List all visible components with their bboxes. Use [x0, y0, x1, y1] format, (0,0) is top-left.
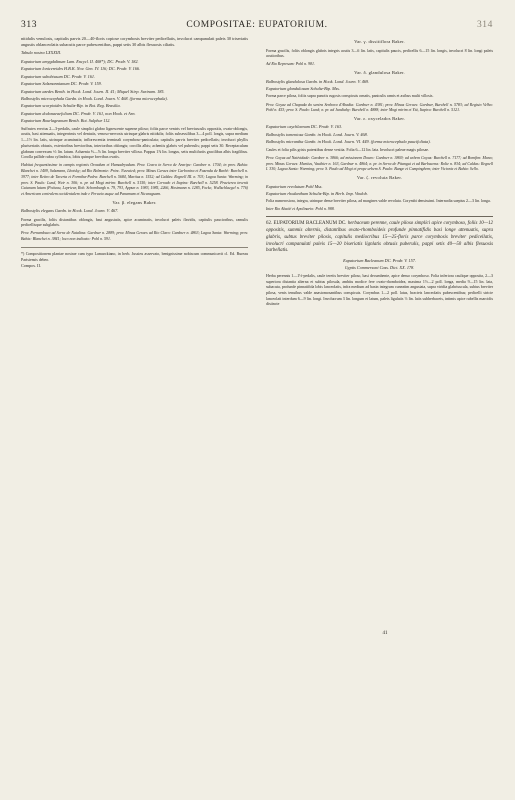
synonym-entry: Bulbostylis glandulosa Gardn. in Hook. Lond. Journ. V. 469.: [266, 78, 370, 84]
left-column: [21, 36, 248, 310]
species-62-text: herbaceum perenne, caule piloso simplici apice corymboso, foliis 10—12 oppositis, summis alternis, distantibus ovato-rhomboideis profunde pinnatifidis basi longe attenuatis, supra glabris, subtus breviter pilosis, capitulis mediocribus 15—25-floris parce corymbosis breviter pedicellatis, involucri campanulati paleis 15—20 biseriatis lignlatis obtusis puberulis, pappi setis 40—50 albis flexuosis barbellatis.: [266, 221, 493, 254]
signature-number: 41: [382, 631, 388, 636]
synonym-entry: Bulbostylis microcephala Gardn. in Hook. Lond. Journ. V. 468. (forma microcephala).: [21, 95, 168, 101]
variety-epsilon-description: Caules et folia pilis grisis patentibus dense vestita. Folia 6—12 lin. lata. Involucri paleae magis pilosae.: [266, 146, 430, 152]
synonym-entry: Eupatorium glandulosum Schultz-Bip. Mss.: [266, 86, 341, 91]
synonym-entry: Eupatorium Bacleanum DC. Prodr. V. 157.: [343, 258, 416, 264]
variety-epsilon-localities: Prov. Goyaz ad Natividade: Gardner n. 3866; ad missionem Douro: Gardner n. 3869; ad urbem Goyaz: Burchell n. 7177; ad Bomfim: Mano; prov. Minas Geraes: Martius, Vauthier n. 163, Gardner n. 4864; n. pr. in Serra de Pitangui et ad Barbacena: Rolte n. 834; ad Caldas: Regnell I. 330; Lagoa Santa: Warming; prov. S. Paulo ad Mogi et prope urbem S. Paulo: Bunge et Campinghem; inter Victoria et Bahia: Sello.: [266, 154, 493, 172]
synonym-entry: Bulbostylis tomentosa Gardn. in Hook. Lond. Journ. V. 468.: [266, 131, 368, 137]
variety-epsilon-synonyms: [266, 124, 493, 145]
variety-zeta-heading: Var. ζ. revoluta Baker.: [356, 175, 403, 181]
species-description: Suffrutex erectus 2—3-pedalis, caule simplici glabro lignescente superne piloso; foliis parce ventris vel breviusculis oppositis, ovato-oblongis, acutis, basi attenuatis, integerrimis vel dentatis, venoso-nervosis utrinque glabris nitidulis; foliis subsessilibus 3—4 poll. longis, supra medium 1—1½ lin. latis, utrinque acuminatis; inflorescentia terminali corymboso-paniculata; capitulis parvis breviter pedicellatis; involucri phyllis pluriseriatis obtusis, exterioribus brevioribus, interioribus oblongis; corollis albis; acheniis glabris vel puberulis; pappi setis 30. Receptaculum glabrum convexum ⅙ lin. latum. Achaenia ⅔—⅞ lin. longa breviter villosa. Pappus 1⅞ lin. longus, setis multifariis gracilibus albis fragilibus. Corolla pallide rubra cylindrica, lobis quinque brevibus ovatis.: [21, 125, 248, 160]
footnote: *) Compositionem plantae nostrae cum typo Lamarckiano, in herb. Jussieu asservato, benignissime nobiscum communicavit cl. Ed. Bureau Parisiensis debeo.: [21, 247, 248, 262]
variety-gamma-localities: Ad Rio Represam: Pohl n. 981.: [266, 61, 315, 67]
variety-delta-synonyms: [266, 79, 493, 92]
synonym-entry: Bulbostylis micrantha Gardn. in Hook. Lond. Journ. VI. 449. (forma microcephala paucifoliata).: [266, 139, 431, 145]
species-62-heading: 62. EUPATORIUM BACLEANUM DC.: [266, 221, 347, 227]
variety-beta-heading: Var. β. elegans Baker.: [112, 199, 157, 205]
synonym-entry: Eupatorium dodonaeaefolium DC. Prodr. V. 161, non Hook. et Arn.: [21, 110, 136, 116]
synonym-entry: Gyptis Commersoni Cass. Dict. XX. 178.: [344, 265, 415, 271]
variety-beta-description: Forma gracilis, foliis distantibus oblongis, basi angustatis, apice acuminatis, involucri paleis flavidis, capitulis paucioribus, ramulis pedicellisque subglabris.: [21, 216, 248, 228]
synonym-entry: Eupatorium Bourlageanum Benth. Bot. Sulphur 112.: [21, 118, 111, 124]
variety-beta-localities: Prov. Pernambuco ad Serra de Natalina: Gardner n. 2889; prov. Minas Geraes ad Rio Claro: Gardner n. 4863; Lagoa Santa: Warming; prov. Bahia: Blanchet n. 3841; loco non indicato: Pohl n. 591.: [21, 230, 248, 242]
page-number-right: 314: [476, 20, 493, 30]
variety-gamma-heading: Var. γ. dissitiflora Baker.: [354, 39, 405, 44]
habitat-paragraph: Habitat frequentissime in campis regionis Oreadum et Hamadryadum. Prov. Ceara in Serra de Araripe: Gardner n. 1704; in prov. Bahia: Blanchet n. 1409, Salzmann, Lhotsky; ad Rio Belmonte: Princ. Neuwied; prov. Minas Geraes inter Carbonira et Fazenda de Barbè: Burchell n. 3977; inter Retiro de Taverta et Formiha-Pedra: Burchell n. 5684, Martius n. 1552; ad Caldas: Regnell III. n. 703; Lagoa Santa: Warming; in prov. S. Paulo: Lund, Weir n. 306; n. pr. ad Mogi mirim: Burchell n. 5150; inter Cerrado et Itapira: Burchell n. 5258. Praeterea invenit Guianam latam (Poiteau, Leprieur, Rob. Schomburgk n. 79, 793, Appun n. 1983, 1985, 2266, Hostmann n. 1285, Focke, Wullschlaegel n. 776) et Americam centralem occidentalem inde e Peruvia usque ad Panamam et Nicaraguam.: [21, 162, 248, 196]
section-divider: [266, 216, 493, 217]
synonym-entry: Eupatorium oxychlaenum DC. Prodr. V. 163.: [266, 124, 343, 130]
page-number-left: 313: [21, 20, 38, 30]
species-62-diagnosis: [266, 221, 493, 255]
running-title: COMPOSITAE: EUPATORIUM.: [186, 20, 328, 30]
synonym-entry: Eupatorium amygdalinum Lam. Encycl. II. 408*); DC. Prodr. V. 182.: [21, 58, 139, 64]
variety-zeta-description: Folia numerosiora, integra, utrinque dense breviter pilosa, ad margines valde revoluta. Corymbi densissimi. Internodia saepius 2—3 lin. longa.: [266, 198, 491, 204]
species-62-description: Herba perennis 1—1½-pedalis, caule teretis breviter piloso, basi decumbente, apice denso corymboso. Folia inferiora caulique opposita, 2—3 superiora distantia alterna et subtus pilosula, ambitu modice fere ovato-rhomboidea, maxima 1½—2 poll. longa, media 9—15 lin. lata, subacuta, profunde pinnatifida lobis lanceolatis, infra medium ad basin integrum cuneatim angustata, supra viridia glabriuscula, subtus breviter pilosa, venis tenuibus valde anastomosantibus conspicuis. Corymbus 1—2 poll. latus, bracteis lanceolatis pubescentibus; pedicelli stricte lanceolati interdum 6—9 lin. longi. Involucrum 3 lin. longum et latum, paleis ligulatis ⅓ lin. latis subherbaceis, intimis apice rubellis marcidis distincte: [266, 272, 493, 307]
right-column: [266, 36, 493, 310]
running-header: [21, 20, 493, 30]
synonym-entry: Eupatorium azedes Benth. in Hook. Lond. Journ. II. 41; Miquel Stirp. Surinam. 185.: [21, 88, 165, 94]
synonym-entry: Eupatorium subobtusum DC. Prodr. V. 161.: [21, 73, 96, 79]
variety-beta-synonym: Bulbostylis elegans Gardn. in Hook. Lond. Journ. V. 467.: [21, 208, 119, 214]
synonym-entry: Eupatorium scorpioides Schultz-Bip. in Bot. Reg. Brasilia.: [21, 103, 121, 109]
variety-gamma-description: Forma gracilis, foliis oblongis glabris integris acutis 3—6 lin. latis, capitulis paucis, pedicellis 6—15 lin. longis, involucri 8 lin. longi paleis acutioribus.: [266, 47, 493, 59]
synonym-list: [21, 59, 248, 124]
plate-reference: Tabula nostra LXXXIII.: [21, 50, 62, 56]
synonym-entry: Eupatorium lonicereides H.B.K. Nov. Gen. IV. 116; DC. Prodr. V. 166.: [21, 66, 141, 72]
diagnosis-continuation: nitidulis venulosis, capitulis parvis 20—40-floris copiose corymbosis breviter pedicellatis, involucri campanulati paleis 30 triseriatis angustis oblanceolatis subacutis parce pubescentibus, pappi setis 30 albis flexuosis ciliatis.: [21, 36, 248, 48]
variety-delta-description: Forma parce pilosa, foliis supra punctis rugosis conspicuis ornatis, paniculis ramis et axibus multi villosis.: [266, 93, 434, 99]
synonym-entry: Eupatorium revolutum Pohl Mss.: [266, 183, 323, 189]
variety-zeta-synonyms: [266, 184, 493, 197]
signature-mark: Compos. II.: [21, 263, 41, 269]
variety-delta-localities: Prov. Goyaz ad Chapada do sentra Senhora d'Abadia: Gardner n. 4381; prov. Minas Geraes: Gardner, Burchell n. 5783; ad Registo Velho: Pohl n. 453; prov. S. Paulo: Lund; n. pr. ad Jundiahy: Burchell n. 4888; inter Mogi mirim et Ytú, Itapira: Burchell n. 5121.: [266, 101, 493, 113]
synonym-entry: Eupatorium rhodanthum Schultz-Bip. in Herb. Imp. Vindob.: [266, 190, 368, 196]
variety-delta-heading: Var. δ. glandulosa Baker.: [354, 70, 405, 76]
variety-epsilon-heading: Var. ε. oxycelados Baker.: [353, 115, 406, 121]
variety-zeta-localities: Inter Rio Abaité et Apolinario: Pohl n. 988.: [266, 206, 335, 212]
two-column-text: [21, 36, 493, 310]
species-62-synonyms: [266, 258, 493, 271]
synonym-entry: Eupatorium Salzmannianum DC. Prodr. V. 159.: [21, 81, 102, 87]
